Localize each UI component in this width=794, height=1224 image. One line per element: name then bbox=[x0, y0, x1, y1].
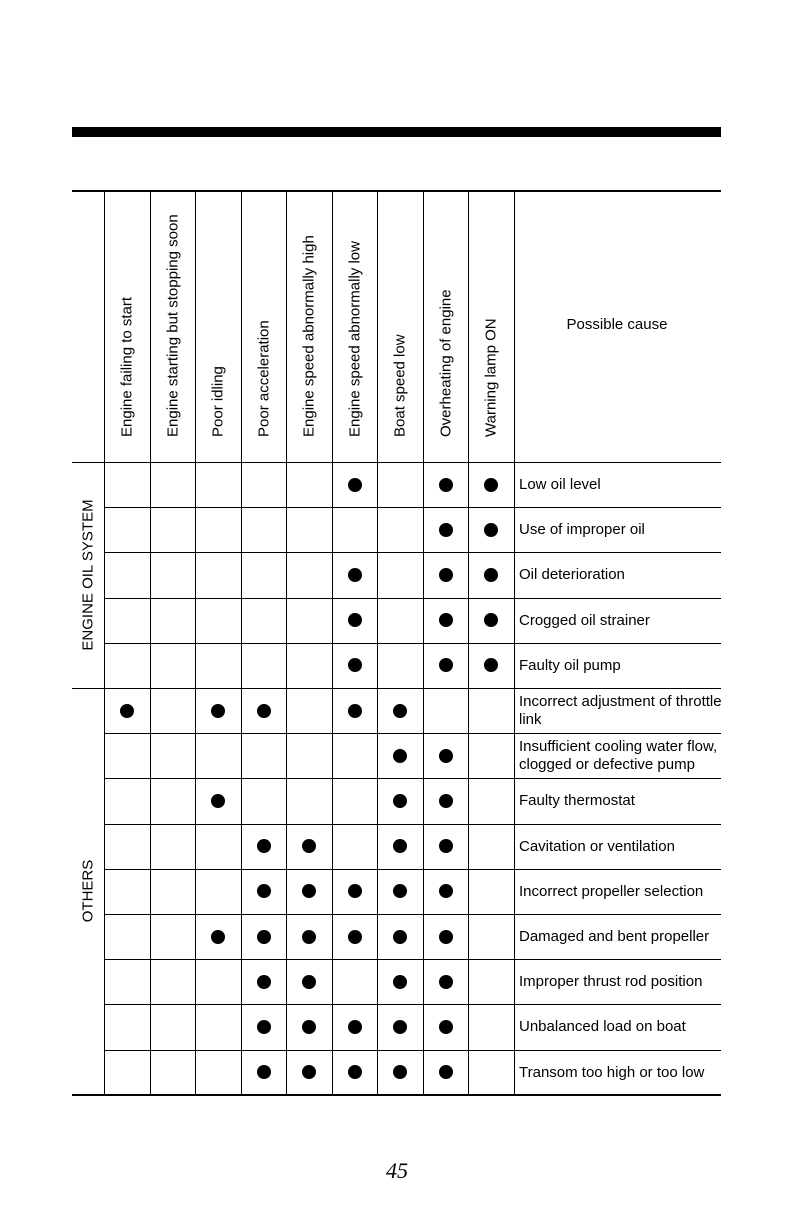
mark-dot bbox=[348, 658, 362, 672]
mark-dot bbox=[257, 839, 271, 853]
symptom-header bbox=[332, 192, 377, 462]
mark-dot bbox=[257, 1065, 271, 1079]
mark-dot bbox=[439, 930, 453, 944]
symptom-header bbox=[423, 192, 468, 462]
mark-dot bbox=[302, 1065, 316, 1079]
mark-dot bbox=[439, 975, 453, 989]
mark-dot bbox=[393, 1065, 407, 1079]
cause-cell: Oil deterioration bbox=[519, 566, 625, 584]
group-label bbox=[72, 462, 104, 688]
mark-dot bbox=[302, 839, 316, 853]
cause-cell: Faulty oil pump bbox=[519, 656, 621, 674]
symptom-label: Engine starting but stopping soon bbox=[164, 214, 181, 437]
mark-dot bbox=[348, 704, 362, 718]
mark-dot bbox=[439, 839, 453, 853]
mark-dot bbox=[439, 523, 453, 537]
mark-dot bbox=[393, 1020, 407, 1034]
mark-dot bbox=[302, 930, 316, 944]
symptom-header bbox=[286, 192, 332, 462]
mark-dot bbox=[439, 1065, 453, 1079]
mark-dot bbox=[439, 568, 453, 582]
mark-dot bbox=[211, 930, 225, 944]
mark-dot bbox=[393, 839, 407, 853]
mark-dot bbox=[439, 884, 453, 898]
cause-cell: Transom too high or too low bbox=[519, 1063, 705, 1081]
mark-dot bbox=[257, 884, 271, 898]
symptom-header bbox=[150, 192, 195, 462]
cause-cell: Insufficient cooling water flow, clogged or defective pump bbox=[519, 738, 718, 774]
symptom-header bbox=[377, 192, 423, 462]
cause-cell: Unbalanced load on boat bbox=[519, 1018, 686, 1036]
symptom-header bbox=[241, 192, 286, 462]
header-rule bbox=[72, 127, 721, 137]
symptom-label: Poor idling bbox=[209, 366, 227, 437]
mark-dot bbox=[302, 1020, 316, 1034]
cause-cell: Incorrect propeller selection bbox=[519, 882, 704, 900]
mark-dot bbox=[348, 1065, 362, 1079]
mark-dot bbox=[257, 1020, 271, 1034]
cause-cell: Faulty thermostat bbox=[519, 792, 635, 810]
mark-dot bbox=[393, 884, 407, 898]
mark-dot bbox=[484, 613, 498, 627]
symptom-label: Warning lamp ON bbox=[482, 318, 500, 437]
group-label-text: ENGINE OIL SYSTEM bbox=[79, 499, 97, 651]
cause-header: Possible cause bbox=[566, 316, 668, 333]
cause-cell: Incorrect adjustment of throttle link bbox=[519, 693, 722, 728]
cause-cell: Damaged and bent propeller bbox=[519, 928, 710, 945]
symptom-label: Engine speed abnormally high bbox=[300, 235, 318, 437]
cause-cell: Improper thrust rod position bbox=[519, 973, 703, 991]
symptom-header bbox=[468, 192, 514, 462]
mark-dot bbox=[484, 568, 498, 582]
mark-dot bbox=[348, 613, 362, 627]
mark-dot bbox=[439, 749, 453, 763]
cause-cell: Use of improper oil bbox=[519, 521, 645, 539]
symptom-label: Engine speed abnormally low bbox=[346, 241, 363, 437]
mark-dot bbox=[211, 704, 225, 718]
mark-dot bbox=[439, 613, 453, 627]
mark-dot bbox=[439, 794, 453, 808]
mark-dot bbox=[120, 704, 134, 718]
mark-dot bbox=[484, 478, 498, 492]
mark-dot bbox=[439, 658, 453, 672]
mark-dot bbox=[348, 930, 362, 944]
mark-dot bbox=[257, 704, 271, 718]
mark-dot bbox=[348, 568, 362, 582]
cause-cell: Crogged oil strainer bbox=[519, 611, 650, 629]
symptom-label: Engine failing to start bbox=[118, 296, 136, 437]
mark-dot bbox=[302, 975, 316, 989]
symptom-header bbox=[195, 192, 241, 462]
mark-dot bbox=[439, 478, 453, 492]
mark-dot bbox=[348, 478, 362, 492]
mark-dot bbox=[302, 884, 316, 898]
group-label-text: OTHERS bbox=[79, 860, 97, 923]
mark-dot bbox=[439, 1020, 453, 1034]
mark-dot bbox=[484, 523, 498, 537]
mark-dot bbox=[393, 704, 407, 718]
cause-cell: Cavitation or ventilation bbox=[519, 837, 675, 855]
mark-dot bbox=[257, 930, 271, 944]
mark-dot bbox=[393, 975, 407, 989]
mark-dot bbox=[484, 658, 498, 672]
mark-dot bbox=[348, 1020, 362, 1034]
mark-dot bbox=[257, 975, 271, 989]
mark-dot bbox=[393, 749, 407, 763]
mark-dot bbox=[393, 930, 407, 944]
mark-dot bbox=[211, 794, 225, 808]
symptom-label: Poor acceleration bbox=[255, 320, 272, 437]
mark-dot bbox=[393, 794, 407, 808]
cause-cell: Low oil level bbox=[519, 476, 601, 493]
mark-dot bbox=[348, 884, 362, 898]
page-number: 45 bbox=[386, 1158, 408, 1183]
symptom-label: Overheating of engine bbox=[437, 289, 454, 437]
symptom-label: Boat speed low bbox=[391, 334, 409, 437]
symptom-header bbox=[104, 192, 150, 462]
group-label bbox=[72, 688, 104, 1095]
